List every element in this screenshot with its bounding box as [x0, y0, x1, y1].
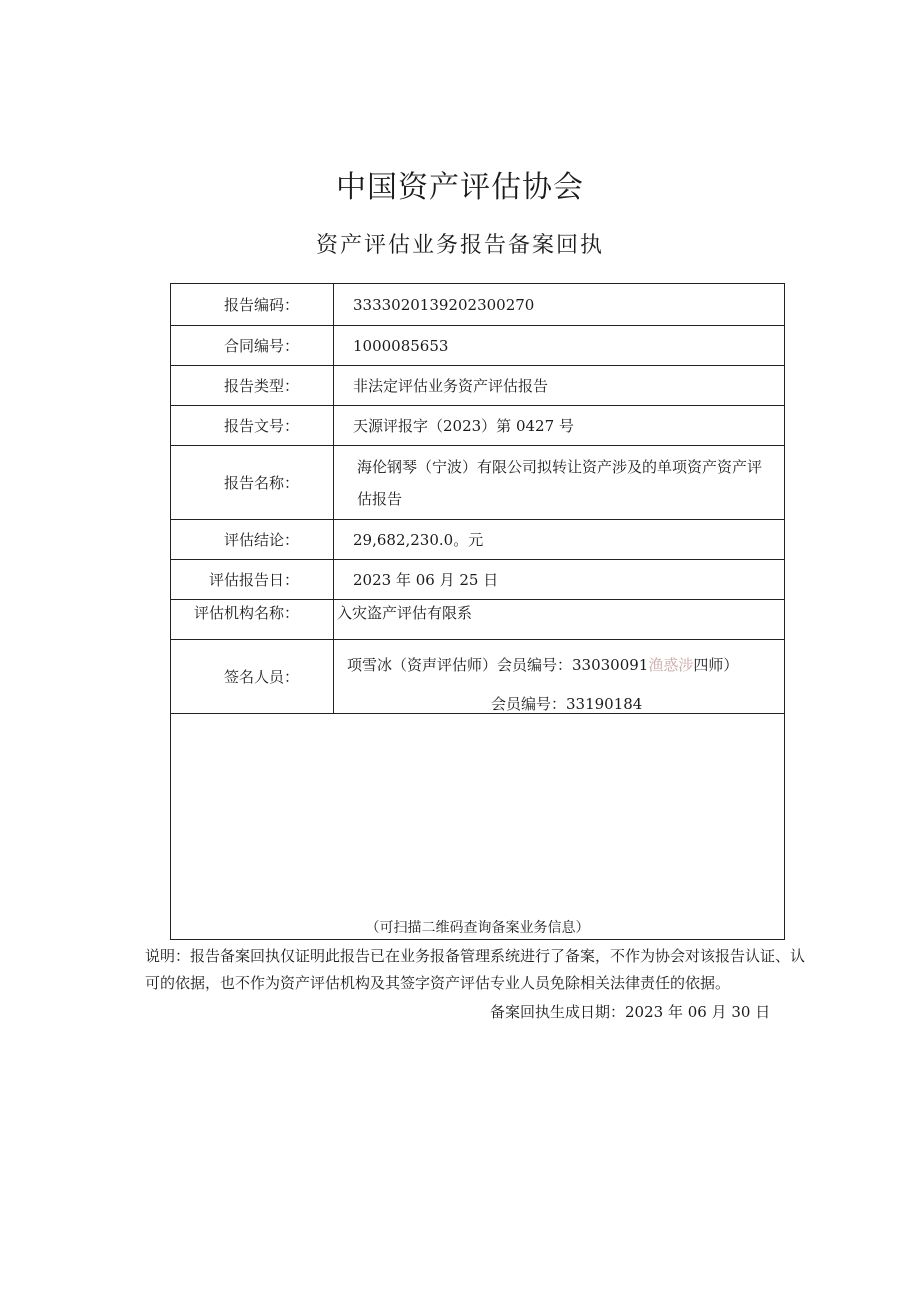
conclusion-value: 29,682,230.0。元	[353, 531, 484, 549]
report-name-value: 海伦钢琴（宁波）有限公司拟转让资产涉及的单项资产资产评估报告	[357, 457, 763, 508]
signer-1-suffix: 四师）	[693, 656, 739, 674]
report-code-value: 3333020139202300270	[353, 295, 535, 314]
report-type-label: 报告类型：	[171, 366, 334, 405]
signer-line-2: 会员编号：33190184	[491, 695, 643, 713]
report-name-label: 报告名称：	[171, 446, 334, 519]
row-report-code	[171, 284, 784, 326]
organization-title: 中国资产评估协会	[336, 170, 584, 205]
report-doc-no-value: 天源评报字（2023）第 0427 号	[353, 417, 574, 435]
disclaimer-note: 说明：报告备案回执仅证明此报告已在业务报备管理系统进行了备案，不作为协会对该报告认证、认可的依据，也不作为资产评估机构及其签字资产评估专业人员免除相关法律责任的依据。	[145, 947, 806, 992]
row-report-type	[171, 366, 784, 406]
contract-no-label: 合同编号：	[171, 326, 334, 365]
generated-date: 备案回执生成日期：2023 年 06 月 30 日	[490, 1003, 771, 1021]
row-conclusion	[171, 520, 784, 560]
signer-1-text: 项雪冰（资声评估师）会员编号：33030091	[347, 656, 649, 674]
report-date-label: 评估报告日：	[171, 560, 334, 599]
row-signers	[171, 640, 784, 714]
row-report-name	[171, 446, 784, 520]
row-report-doc-no	[171, 406, 784, 446]
agency-name-value: 入灾盗产评估有限系	[337, 604, 473, 622]
report-date-value: 2023 年 06 月 25 日	[353, 571, 499, 589]
conclusion-label: 评估结论：	[171, 520, 334, 559]
row-contract-no	[171, 326, 784, 366]
row-report-date	[171, 560, 784, 600]
signer-line-1	[347, 654, 738, 675]
report-type-value: 非法定评估业务资产评估报告	[353, 377, 549, 395]
agency-name-label: 评估机构名称：	[171, 600, 334, 639]
report-doc-no-label: 报告文号：	[171, 406, 334, 445]
filing-receipt-table	[170, 283, 785, 940]
qr-caption: （可扫描二维码查询备案业务信息）	[365, 920, 590, 936]
seal-overlap-text: 渔惑涉	[648, 656, 694, 674]
report-code-label: 报告编码：	[171, 284, 334, 325]
contract-no-value: 1000085653	[353, 336, 449, 355]
signers-label: 签名人员：	[171, 640, 334, 713]
row-agency-name	[171, 600, 784, 640]
document-title: 资产评估业务报告备案回执	[315, 233, 604, 258]
